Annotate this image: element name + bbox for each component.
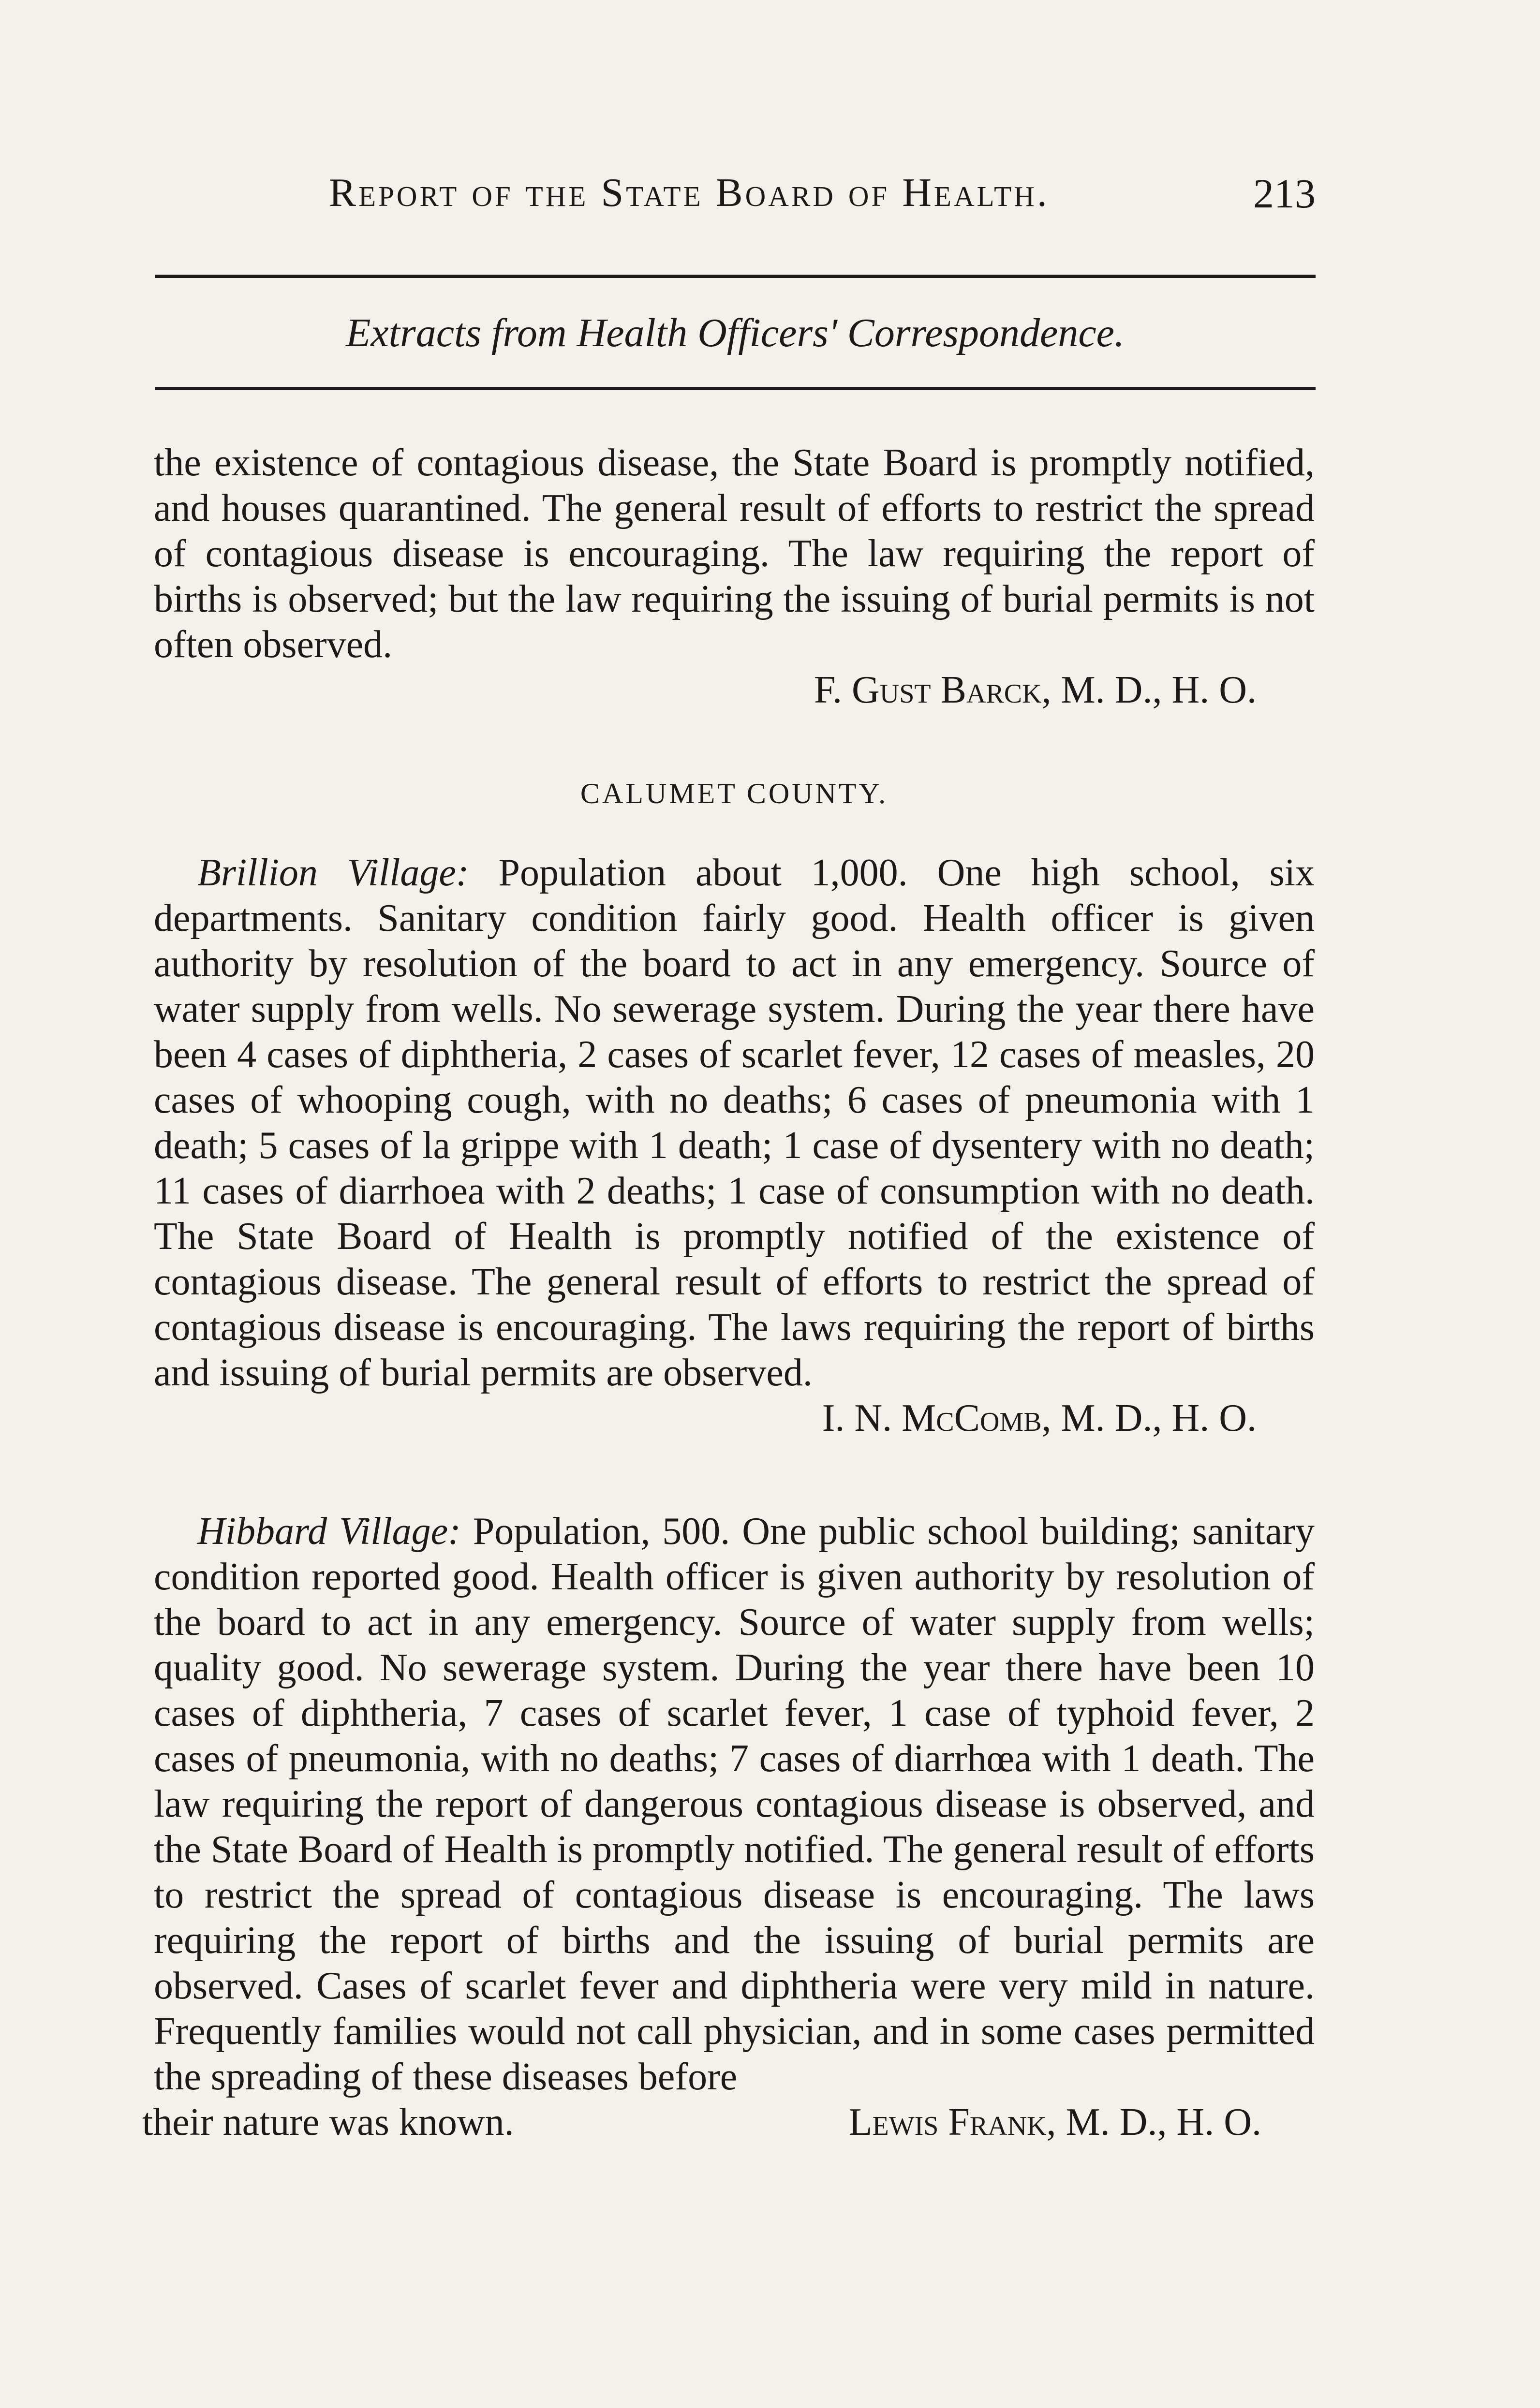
top-rule xyxy=(155,275,1316,278)
running-title: Report of the State Board of Health. xyxy=(329,170,1050,215)
signature-mccomb: I. N. McComb, M. D., H. O. xyxy=(822,1397,1257,1439)
continuation-paragraph: the existence of contagious disease, the State Board is promptly notified, and houses quarantined. The general result of efforts to restrict the spread of contagious disease is encouraging. The law requiring the report of births is observed; but the law requiring the issuing of burial permits is not often observed. xyxy=(154,441,1315,666)
page-body xyxy=(142,440,1315,2145)
signature-barck: F. Gust Barck, M. D., H. O. xyxy=(814,669,1257,711)
entry-text-brillion: Population about 1,000. One high school, six departments. Sanitary condition fairly good. Health officer is given authority by resolution of the board to act in any emergency. Source of water supply from wells. No sewerage system. During the year there have been 4 cases of diphtheria, 2 cases of scarlet fever, 12 cases of measles, 20 cases of whooping cough, with no deaths; 6 cases of pneumonia with 1 death; 5 cases of la grippe with 1 death; 1 case of dysentery with no death; 11 cases of diarrhoea with 2 deaths; 1 case of consumption with no death. The State Board of Health is promptly notified of the existence of contagious disease. The general result of efforts to restrict the spread of contagious disease is encouraging. The laws requiring the report of births and issuing of burial permits are observed. xyxy=(154,852,1315,1394)
county-heading: CALUMET COUNTY. xyxy=(580,778,888,809)
running-head xyxy=(145,169,1316,227)
entry-hibbard-last-line xyxy=(142,2100,1315,2145)
bottom-rule xyxy=(155,387,1316,390)
page-number: 213 xyxy=(1253,170,1316,217)
entry-text-hibbard: Population, 500. One public school building; sanitary condition reported good. Health officer is given authority by resolution of the board to act in any emergency. Source of water supply from wells; quality good. No sewerage system. During the year there have been 10 cases of diphtheria, 7 cases of scarlet fever, 1 case of typhoid fever, 2 cases of pneumonia, with no deaths; 7 cases of diarrhœa with 1 death. The law requiring the report of dangerous contagious disease is observed, and the State Board of Health is promptly notified. The general result of efforts to restrict the spread of contagious disease is encouraging. The laws requiring the report of births and the issuing of burial permits are observed. Cases of scarlet fever and diphtheria were very mild in nature. Frequently families would not call physician, and in some cases permitted the spreading of these diseases before xyxy=(154,1510,1315,2098)
entry-hibbard-closing-text: their nature was known. xyxy=(142,2101,514,2144)
entry-hibbard xyxy=(154,1509,1315,2100)
section-subtitle: Extracts from Health Officers' Correspondence. xyxy=(346,310,1125,355)
entry-spacer xyxy=(154,1441,1315,1509)
entry-brillion xyxy=(154,850,1315,1395)
signature-frank: Lewis Frank, M. D., H. O. xyxy=(848,2101,1261,2144)
place-name-hibbard: Hibbard Village: xyxy=(197,1510,461,1553)
place-name-brillion: Brillion Village: xyxy=(197,852,469,894)
